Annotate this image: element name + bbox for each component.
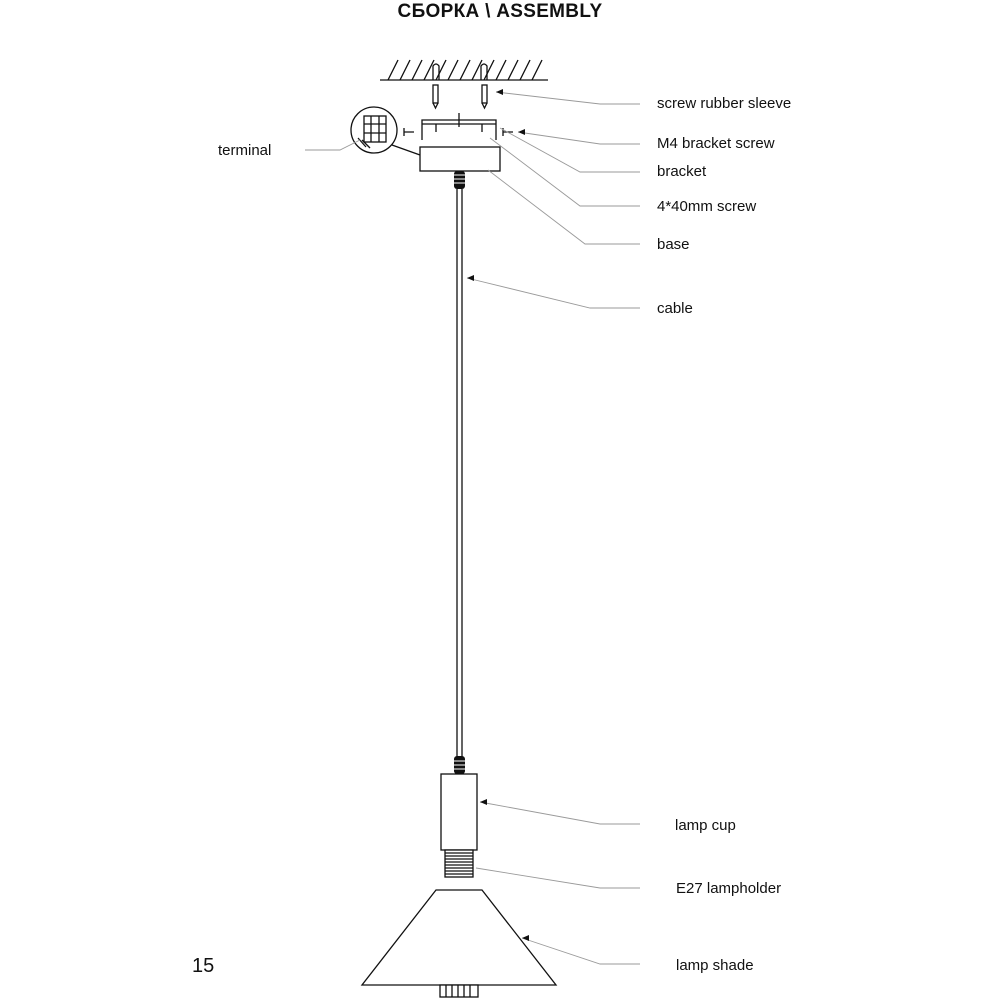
screw-rubber-sleeves — [433, 85, 487, 108]
label-cable: cable — [657, 300, 693, 317]
label-bracket: bracket — [657, 163, 707, 180]
base-part — [420, 147, 500, 171]
terminal-detail — [351, 107, 420, 155]
label-lamp-cup: lamp cup — [675, 817, 736, 834]
lamp-shade-part — [362, 890, 556, 997]
page-title: СБОРКА \ ASSEMBLY — [397, 1, 603, 22]
label-base: base — [657, 236, 690, 253]
cable-grip-top — [454, 171, 465, 189]
ceiling — [380, 60, 548, 80]
cable-grip-bottom — [454, 756, 465, 774]
label-lamp-shade: lamp shade — [676, 957, 754, 974]
cable-part — [457, 189, 462, 758]
bracket-part — [422, 113, 496, 140]
lamp-cup-part — [441, 774, 477, 850]
label-terminal: terminal — [218, 142, 272, 159]
label-4x40mm-screw: 4*40mm screw — [657, 198, 757, 215]
label-screw-rubber-sleeve: screw rubber sleeve — [657, 95, 792, 112]
e27-lampholder-part — [445, 850, 473, 877]
label-e27-lampholder: E27 lampholder — [676, 880, 782, 897]
page-number: 15 — [192, 955, 215, 977]
label-m4-bracket-screw: M4 bracket screw — [657, 135, 775, 152]
